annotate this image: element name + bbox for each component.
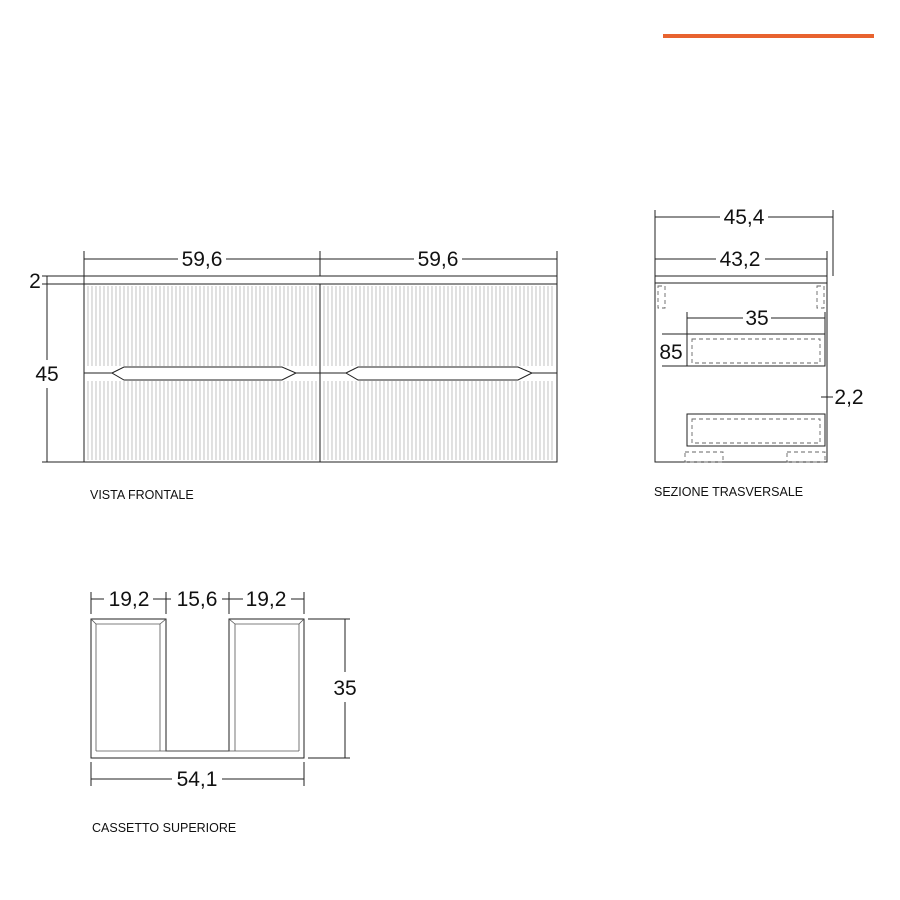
handle-left	[112, 367, 296, 380]
drawer-total-width: 54,1	[176, 768, 218, 791]
drawer-caption: CASSETTO SUPERIORE	[92, 821, 237, 835]
cross-section	[654, 206, 864, 499]
section-drawer-depth: 35	[745, 307, 769, 330]
drawer-left-width: 19,2	[108, 588, 150, 611]
front-view-caption: VISTA FRONTALE	[90, 488, 194, 502]
section-caption: SEZIONE TRASVERSALE	[654, 485, 804, 499]
drawer-right-width: 19,2	[245, 588, 287, 611]
section-body	[655, 283, 827, 462]
front-top-thickness: 2	[29, 270, 41, 293]
front-width-right: 59,6	[417, 248, 459, 271]
front-view	[29, 248, 557, 502]
front-height: 45	[35, 363, 59, 386]
drawer-center-gap: 15,6	[176, 588, 218, 611]
countertop	[84, 276, 557, 284]
front-width-left: 59,6	[181, 248, 223, 271]
top-drawer-plan	[91, 588, 357, 835]
section-gap: 2,2	[834, 386, 864, 409]
drawer-outline	[91, 619, 304, 758]
section-inner-depth: 43,2	[719, 248, 761, 271]
section-drawer-height: 85	[659, 341, 683, 364]
section-overall-depth: 45,4	[723, 206, 765, 229]
section-top	[655, 276, 827, 283]
handle-right	[346, 367, 532, 380]
drawer-depth: 35	[333, 677, 357, 700]
